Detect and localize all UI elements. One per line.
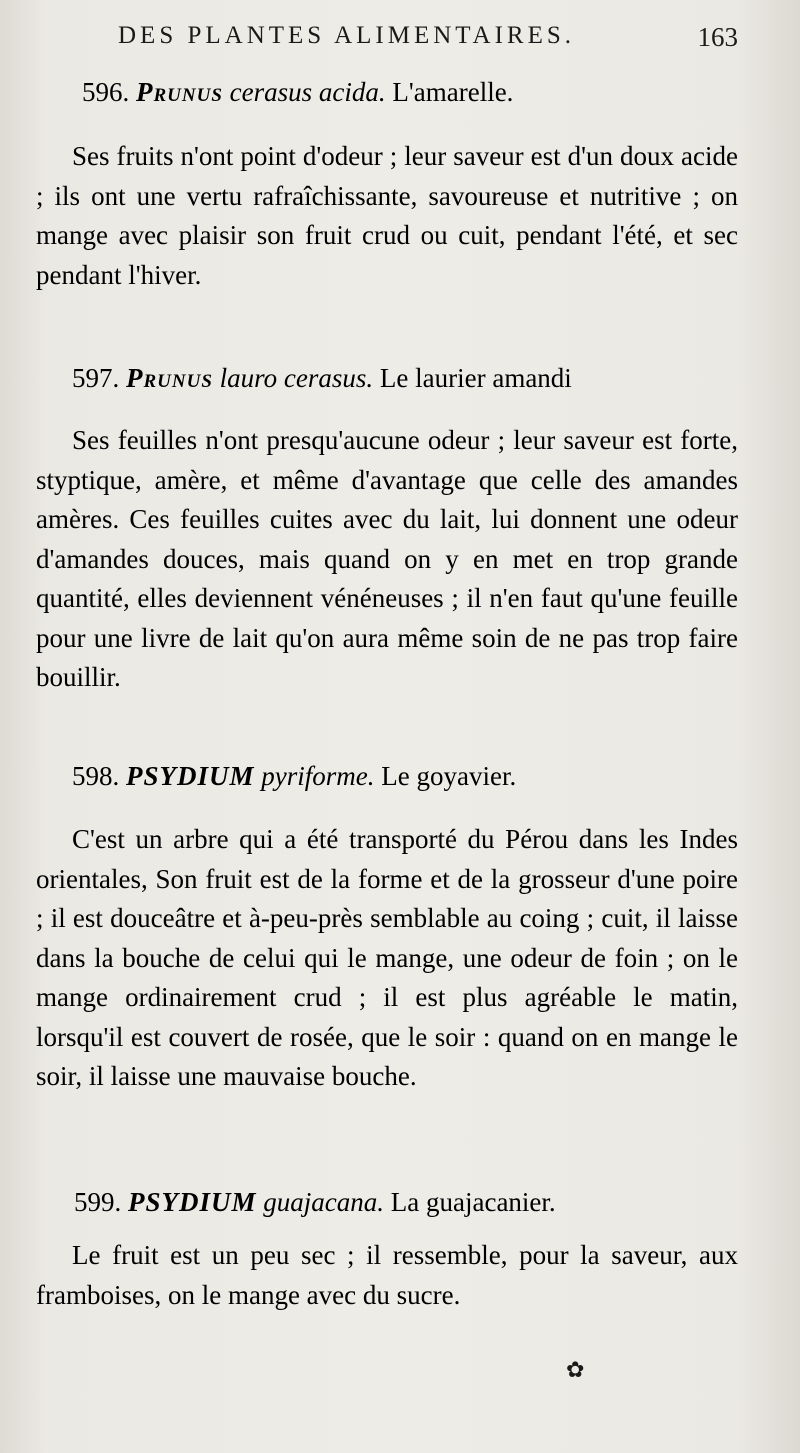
running-title: DES PLANTES ALIMENTAIRES.	[118, 22, 576, 49]
species-name: lauro cerasus.	[219, 363, 374, 393]
entry-number: 598.	[72, 761, 120, 791]
entry-title-599	[74, 1184, 556, 1220]
genus-name: PSYDIUM	[126, 761, 255, 791]
common-name: La guajacanier.	[390, 1187, 556, 1217]
species-name: guajacana.	[263, 1187, 385, 1217]
entry-number: 597.	[72, 363, 120, 393]
entry-body-597: Ses feuilles n'ont presqu'aucune odeur ; leur saveur est forte, styptique, amère, et même d'avantage que celle des amandes amères. Ces feuilles cuites avec du lait, lui donnent une odeur d'amandes douces, mais quand on y en met en trop grande quantité, elles deviennent vénéneuses ; il n'en faut qu'une feuille pour une livre de lait qu'on aura même soin de ne pas trop faire bouillir.	[36, 425, 738, 692]
page-number: 163	[697, 22, 738, 52]
entry-body-596: Ses fruits n'ont point d'odeur ; leur saveur est d'un doux acide ; ils ont une vertu rafraîchissante, savoureuse et nutritive ; on mange avec plaisir son fruit crud ou cuit, pendant l'été, et sec pendant l'hiver.	[36, 141, 738, 290]
entry-title-597	[72, 360, 572, 396]
entry-title-598	[72, 758, 516, 794]
species-name: cerasus acida.	[229, 77, 386, 107]
entry-body-599: Le fruit est un peu sec ; il ressemble, pour la saveur, aux framboises, on le mange avec du sucre.	[36, 1240, 738, 1310]
entry-title-596	[82, 74, 513, 110]
common-name: Le goyavier.	[381, 761, 517, 791]
common-name: Le laurier amandi	[379, 363, 572, 393]
genus-name: Prunus	[126, 363, 213, 393]
species-name: pyriforme.	[261, 761, 375, 791]
common-name: L'amarelle.	[392, 77, 514, 107]
entry-number: 596.	[82, 77, 130, 107]
entry-number: 599.	[74, 1187, 122, 1217]
genus-name: PSYDIUM	[128, 1187, 257, 1217]
running-header	[118, 22, 738, 58]
entry-body-598: C'est un arbre qui a été transporté du Pérou dans les Indes orientales, Son fruit est de la forme et de la grosseur d'une poire ; il est douceâtre et à-peu-près semblable au coing ; cuit, il laisse dans la bouche de celui qui le mange, une odeur de foin ; on le mange ordinairement crud ; il est plus agréable le matin, lorsqu'il est couvert de rosée, que le soir : quand on en mange le soir, il laisse une mauvaise bouche.	[36, 824, 738, 1091]
ink-blot-mark: ✿	[566, 1358, 585, 1383]
genus-name: Prunus	[136, 77, 223, 107]
